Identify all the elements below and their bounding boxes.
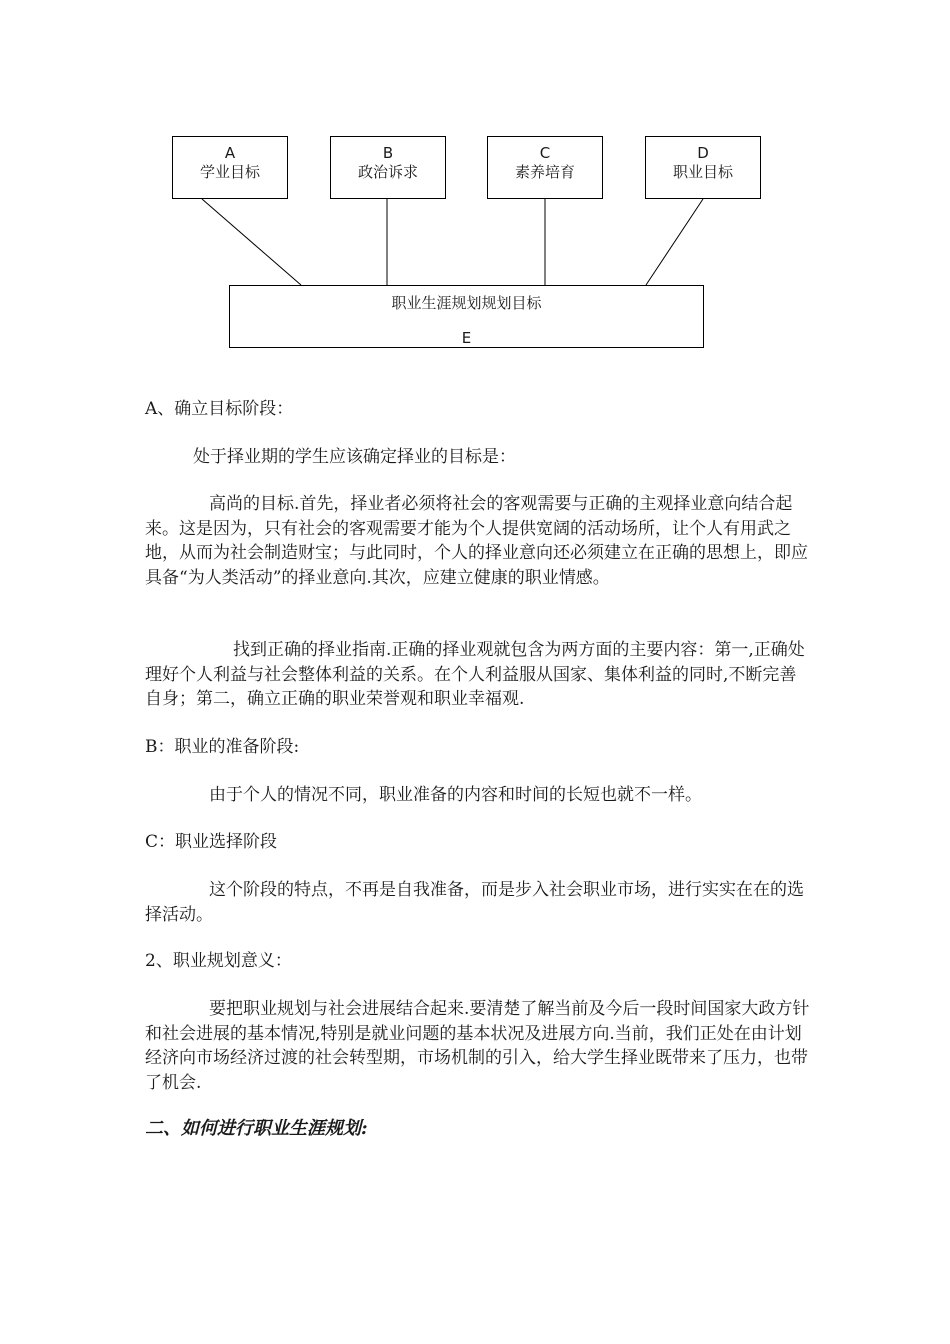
section-2-paragraph — [145, 997, 810, 1095]
paragraph-text: 这个阶段的特点，不再是自我准备，而是步入社会职业市场，进行实实在在的选择活动。 — [145, 880, 804, 925]
box-label: 素养培育 — [514, 163, 575, 181]
connector-d — [646, 199, 703, 285]
section-c-paragraph — [145, 878, 810, 927]
section-a-heading — [145, 397, 810, 422]
heading-text: 二、如何进行职业生涯规划: — [145, 1118, 368, 1139]
heading-text: C：职业选择阶段 — [145, 832, 278, 852]
goal-box-d — [645, 136, 761, 199]
goal-box-c — [487, 136, 603, 199]
paragraph-text: 找到正确的择业指南.正确的择业观就包含为两方面的主要内容：第一,正确处理好个人利益与社会整体利益的关系。在个人利益服从国家、集体利益的同时,不断完善自身；第二，确立正确的职业荣誉观和职业幸福观. — [145, 640, 805, 709]
paragraph-text: 由于个人的情况不同，职业准备的内容和时间的长短也就不一样。 — [209, 785, 702, 805]
section-2-heading — [145, 949, 810, 974]
section-b-paragraph — [145, 783, 810, 808]
goal-diagram — [0, 0, 950, 370]
box-letter: B — [382, 144, 394, 162]
box-letter: C — [539, 144, 551, 162]
box-label: 职业目标 — [672, 163, 733, 181]
section-b-heading — [145, 735, 810, 760]
goal-box-b — [330, 136, 446, 199]
paragraph-text: 处于择业期的学生应该确定择业的目标是： — [193, 447, 516, 467]
heading-text: 2、职业规划意义： — [145, 951, 292, 971]
heading-text: A、确立目标阶段： — [145, 399, 294, 419]
box-label: 政治诉求 — [357, 163, 418, 181]
section-c-heading — [145, 830, 810, 855]
heading-text: B：职业的准备阶段: — [145, 737, 300, 757]
box-letter: E — [461, 329, 472, 347]
section-heading-how-to-plan — [145, 1117, 810, 1142]
paragraph-text: 高尚的目标.首先，择业者必须将社会的客观需要与正确的主观择业意向结合起来。这是因为，只有社会的客观需要才能为个人提供宽阔的活动场所，让个人有用武之地，从而为社会制造财宝；与此同时，个人的择业意向还必须建立在正确的思想上，即应具备“为人类活动”的择业意向.其次，应建立健康的职业情感。 — [145, 494, 808, 588]
box-letter: D — [697, 144, 709, 162]
box-label: 职业生涯规划规划目标 — [391, 294, 542, 312]
section-a-paragraph-1 — [145, 492, 810, 590]
goal-box-e — [229, 285, 704, 348]
connector-a — [202, 199, 301, 285]
section-a-paragraph-2 — [145, 638, 810, 712]
box-letter: A — [224, 144, 236, 162]
paragraph-text: 要把职业规划与社会进展结合起来.要清楚了解当前及今后一段时间国家大政方针和社会进展的基本情况,特别是就业问题的基本状况及进展方向.当前，我们正处在由计划经济向市场经济过渡的社会转型期，市场机制的引入，给大学生择业既带来了压力，也带了机会. — [145, 999, 810, 1093]
goal-box-a — [172, 136, 288, 199]
section-a-intro — [145, 445, 810, 470]
box-label: 学业目标 — [199, 163, 260, 181]
